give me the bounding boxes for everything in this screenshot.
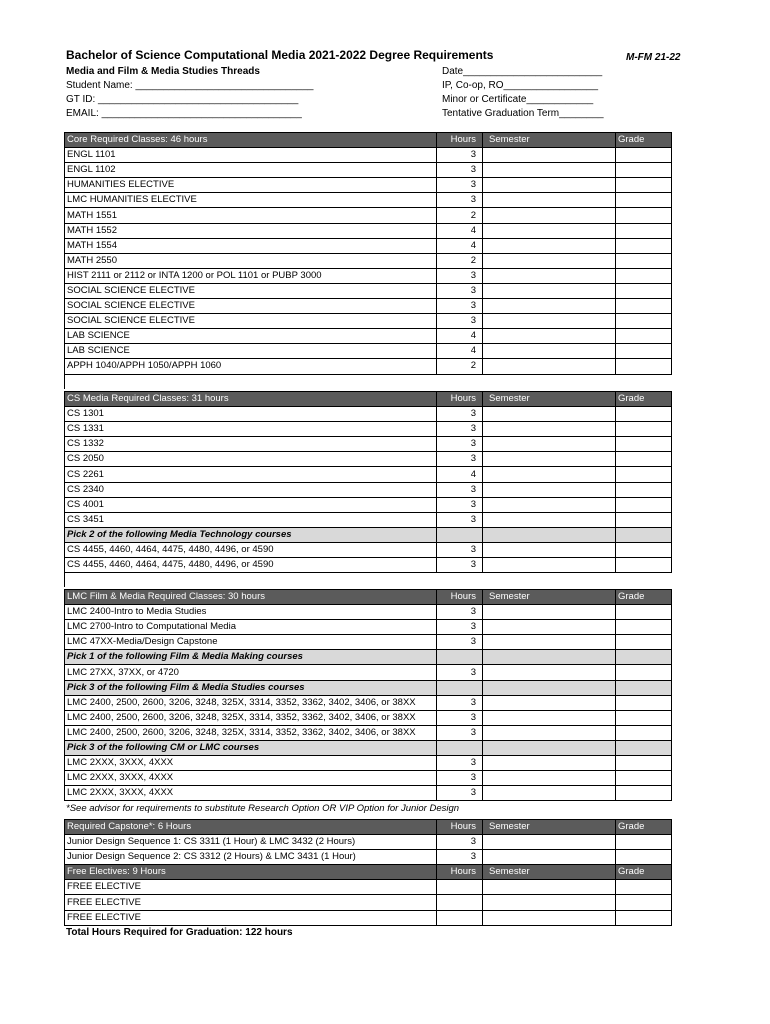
course-hours: 3 (437, 756, 483, 771)
grade-cell[interactable] (616, 329, 672, 344)
semester-cell[interactable] (483, 512, 616, 527)
course-row (65, 895, 672, 910)
course-name: Junior Design Sequence 2: CS 3312 (2 Hours) & LMC 3431 (1 Hour) (65, 850, 437, 865)
graduation-term-field[interactable]: Tentative Graduation Term________ (442, 108, 604, 119)
grade-cell[interactable] (616, 542, 672, 557)
course-name: SOCIAL SCIENCE ELECTIVE (65, 314, 437, 329)
course-row (65, 329, 672, 344)
thread-label: Media and Film & Media Studies Threads (66, 66, 260, 77)
grade-cell[interactable] (616, 208, 672, 223)
grade-cell[interactable] (616, 710, 672, 725)
free-electives-header-row (65, 865, 672, 880)
capstone-header-row (65, 820, 672, 835)
semester-cell[interactable] (483, 407, 616, 422)
course-hours: 3 (437, 163, 483, 178)
course-name: LMC 27XX, 37XX, or 4720 (65, 665, 437, 680)
course-hours: 2 (437, 208, 483, 223)
course-row (65, 695, 672, 710)
course-row (65, 467, 672, 482)
semester-cell[interactable] (483, 163, 616, 178)
course-name: CS 4455, 4460, 4464, 4475, 4480, 4496, or 4590 (65, 558, 437, 573)
semester-cell[interactable] (483, 665, 616, 680)
course-row (65, 407, 672, 422)
course-name: LMC 2XXX, 3XXX, 4XXX (65, 771, 437, 786)
semester-cell[interactable] (483, 771, 616, 786)
semester-cell[interactable] (483, 756, 616, 771)
grade-cell[interactable] (616, 344, 672, 359)
grade-cell[interactable] (616, 605, 672, 620)
course-hours: 3 (437, 422, 483, 437)
ip-coop-field[interactable]: IP, Co-op, RO_________________ (442, 80, 599, 91)
grade-cell[interactable] (616, 620, 672, 635)
course-hours: 3 (437, 512, 483, 527)
grade-cell[interactable] (616, 635, 672, 650)
course-row (65, 771, 672, 786)
hours-column-header: Hours (437, 590, 483, 605)
course-name: SOCIAL SCIENCE ELECTIVE (65, 283, 437, 298)
grade-cell[interactable] (616, 314, 672, 329)
semester-cell[interactable] (483, 605, 616, 620)
course-name: LAB SCIENCE (65, 344, 437, 359)
semester-cell[interactable] (483, 238, 616, 253)
grade-cell[interactable] (616, 835, 672, 850)
course-hours: 3 (437, 665, 483, 680)
course-hours: 4 (437, 223, 483, 238)
grade-column-header: Grade (616, 865, 672, 880)
email-field[interactable]: EMAIL: ____________________________________ (66, 108, 302, 119)
course-hours: 3 (437, 725, 483, 740)
course-name: CS 2261 (65, 467, 437, 482)
course-name: FREE ELECTIVE (65, 880, 437, 895)
semester-cell[interactable] (483, 283, 616, 298)
course-hours: 3 (437, 482, 483, 497)
semester-cell[interactable] (483, 497, 616, 512)
course-name: LMC 2XXX, 3XXX, 4XXX (65, 756, 437, 771)
course-row (65, 223, 672, 238)
grade-cell[interactable] (616, 665, 672, 680)
section-heading: Core Required Classes: 46 hours (65, 133, 437, 148)
pick-instruction: Pick 1 of the following Film & Media Making courses (65, 650, 437, 665)
hours-column-header: Hours (437, 820, 483, 835)
course-name: CS 2050 (65, 452, 437, 467)
page-title: Bachelor of Science Computational Media 2021-2022 Degree Requirements (66, 48, 494, 62)
course-name: Junior Design Sequence 1: CS 3311 (1 Hour) & LMC 3432 (2 Hours) (65, 835, 437, 850)
course-hours: 3 (437, 635, 483, 650)
section-heading: Required Capstone*: 6 Hours (65, 820, 437, 835)
lmc-header-row (65, 590, 672, 605)
semester-cell[interactable] (483, 223, 616, 238)
core-classes-table (64, 132, 672, 389)
semester-cell[interactable] (483, 558, 616, 573)
course-row (65, 193, 672, 208)
grade-cell[interactable] (616, 558, 672, 573)
course-row (65, 253, 672, 268)
course-name: SOCIAL SCIENCE ELECTIVE (65, 299, 437, 314)
course-name: LMC 2XXX, 3XXX, 4XXX (65, 786, 437, 801)
capstone-electives-table (64, 819, 672, 926)
course-hours: 3 (437, 605, 483, 620)
course-hours: 3 (437, 299, 483, 314)
course-name: ENGL 1102 (65, 163, 437, 178)
grade-column-header: Grade (616, 820, 672, 835)
course-name: FREE ELECTIVE (65, 910, 437, 925)
course-hours: 3 (437, 558, 483, 573)
course-hours: 3 (437, 148, 483, 163)
hours-column-header: Hours (437, 392, 483, 407)
grade-cell[interactable] (616, 299, 672, 314)
grade-column-header: Grade (616, 590, 672, 605)
course-hours: 4 (437, 238, 483, 253)
course-row (65, 558, 672, 573)
grade-cell[interactable] (616, 497, 672, 512)
grade-column-header: Grade (616, 133, 672, 148)
course-row (65, 910, 672, 925)
semester-cell[interactable] (483, 208, 616, 223)
student-name-field[interactable]: Student Name: ________________________________ (66, 80, 314, 91)
course-name: ENGL 1101 (65, 148, 437, 163)
course-row (65, 163, 672, 178)
grade-cell[interactable] (616, 895, 672, 910)
course-row (65, 178, 672, 193)
course-hours: 3 (437, 268, 483, 283)
pick-instruction-row (65, 527, 672, 542)
semester-cell[interactable] (483, 437, 616, 452)
course-row (65, 238, 672, 253)
course-name: LAB SCIENCE (65, 329, 437, 344)
semester-cell[interactable] (483, 620, 616, 635)
course-name: MATH 1554 (65, 238, 437, 253)
course-hours: 3 (437, 710, 483, 725)
grade-cell[interactable] (616, 193, 672, 208)
hours-column-header: Hours (437, 133, 483, 148)
course-hours: 3 (437, 283, 483, 298)
grade-cell[interactable] (616, 467, 672, 482)
course-row (65, 422, 672, 437)
semester-cell[interactable] (483, 880, 616, 895)
course-hours: 2 (437, 359, 483, 374)
course-hours: 2 (437, 253, 483, 268)
course-row (65, 835, 672, 850)
semester-column-header: Semester (483, 133, 616, 148)
semester-cell[interactable] (483, 344, 616, 359)
grade-cell[interactable] (616, 756, 672, 771)
course-row (65, 605, 672, 620)
course-name: LMC 2400, 2500, 2600, 3206, 3248, 325X, 3314, 3352, 3362, 3402, 3406, or 38XX (65, 725, 437, 740)
grade-cell[interactable] (616, 422, 672, 437)
form-code: M-FM 21-22 (626, 52, 681, 63)
course-row (65, 512, 672, 527)
lmc-film-media-classes-table (64, 589, 672, 801)
course-hours: 3 (437, 850, 483, 865)
grade-cell[interactable] (616, 253, 672, 268)
grade-cell[interactable] (616, 238, 672, 253)
course-hours: 3 (437, 620, 483, 635)
date-field[interactable]: Date_________________________ (442, 66, 603, 77)
semester-cell[interactable] (483, 895, 616, 910)
semester-cell[interactable] (483, 725, 616, 740)
pick-instruction: Pick 2 of the following Media Technology courses (65, 527, 437, 542)
course-row (65, 314, 672, 329)
course-hours: 3 (437, 497, 483, 512)
course-name: LMC HUMANITIES ELECTIVE (65, 193, 437, 208)
semester-cell[interactable] (483, 910, 616, 925)
course-name: CS 4455, 4460, 4464, 4475, 4480, 4496, or 4590 (65, 542, 437, 557)
grade-cell[interactable] (616, 163, 672, 178)
semester-cell[interactable] (483, 253, 616, 268)
semester-cell[interactable] (483, 835, 616, 850)
grade-cell[interactable] (616, 512, 672, 527)
pick-instruction-row (65, 740, 672, 755)
course-hours (437, 910, 483, 925)
course-hours: 3 (437, 452, 483, 467)
total-hours: Total Hours Required for Graduation: 122 hours (66, 927, 293, 938)
semester-cell[interactable] (483, 695, 616, 710)
course-hours: 3 (437, 178, 483, 193)
course-row (65, 756, 672, 771)
grade-cell[interactable] (616, 452, 672, 467)
grade-cell[interactable] (616, 359, 672, 374)
semester-column-header: Semester (483, 820, 616, 835)
course-name: HIST 2111 or 2112 or INTA 1200 or POL 1101 or PUBP 3000 (65, 268, 437, 283)
course-hours: 4 (437, 467, 483, 482)
course-row (65, 148, 672, 163)
pick-instruction: Pick 3 of the following CM or LMC courses (65, 740, 437, 755)
course-row (65, 665, 672, 680)
course-row (65, 850, 672, 865)
core-header-row (65, 133, 672, 148)
section-heading: CS Media Required Classes: 31 hours (65, 392, 437, 407)
course-name: FREE ELECTIVE (65, 895, 437, 910)
grade-cell[interactable] (616, 880, 672, 895)
course-name: CS 1332 (65, 437, 437, 452)
course-name: HUMANITIES ELECTIVE (65, 178, 437, 193)
semester-cell[interactable] (483, 710, 616, 725)
course-row (65, 344, 672, 359)
course-hours: 3 (437, 193, 483, 208)
grade-cell[interactable] (616, 482, 672, 497)
grade-cell[interactable] (616, 178, 672, 193)
course-hours: 3 (437, 786, 483, 801)
course-hours: 3 (437, 407, 483, 422)
course-row (65, 497, 672, 512)
grade-cell[interactable] (616, 850, 672, 865)
course-row (65, 452, 672, 467)
course-row (65, 437, 672, 452)
semester-column-header: Semester (483, 392, 616, 407)
course-name: CS 1331 (65, 422, 437, 437)
pick-instruction: Pick 3 of the following Film & Media Studies courses (65, 680, 437, 695)
semester-cell[interactable] (483, 193, 616, 208)
course-hours: 3 (437, 835, 483, 850)
course-row (65, 620, 672, 635)
course-name: LMC 2400, 2500, 2600, 3206, 3248, 325X, 3314, 3352, 3362, 3402, 3406, or 38XX (65, 710, 437, 725)
semester-cell[interactable] (483, 850, 616, 865)
cs-media-classes-table (64, 391, 672, 587)
grade-cell[interactable] (616, 695, 672, 710)
cs-header-row (65, 392, 672, 407)
course-row (65, 725, 672, 740)
grade-cell[interactable] (616, 283, 672, 298)
grade-cell[interactable] (616, 148, 672, 163)
semester-cell[interactable] (483, 178, 616, 193)
course-name: LMC 2400, 2500, 2600, 3206, 3248, 325X, 3314, 3352, 3362, 3402, 3406, or 38XX (65, 695, 437, 710)
grade-cell[interactable] (616, 910, 672, 925)
semester-cell[interactable] (483, 314, 616, 329)
course-name: APPH 1040/APPH 1050/APPH 1060 (65, 359, 437, 374)
course-row (65, 482, 672, 497)
grade-cell[interactable] (616, 771, 672, 786)
course-row (65, 283, 672, 298)
hours-column-header: Hours (437, 865, 483, 880)
section-heading: Free Electives: 9 Hours (65, 865, 437, 880)
semester-cell[interactable] (483, 482, 616, 497)
semester-cell[interactable] (483, 452, 616, 467)
advisor-note: *See advisor for requirements to substitute Research Option OR VIP Option for Junior Design (66, 803, 460, 814)
semester-cell[interactable] (483, 786, 616, 801)
grade-cell[interactable] (616, 725, 672, 740)
course-row (65, 710, 672, 725)
course-row (65, 208, 672, 223)
pick-instruction-row (65, 680, 672, 695)
grade-column-header: Grade (616, 392, 672, 407)
semester-column-header: Semester (483, 865, 616, 880)
course-hours: 3 (437, 542, 483, 557)
semester-cell[interactable] (483, 422, 616, 437)
course-hours: 3 (437, 771, 483, 786)
course-row (65, 268, 672, 283)
semester-cell[interactable] (483, 635, 616, 650)
course-name: LMC 2700-Intro to Computational Media (65, 620, 437, 635)
semester-cell[interactable] (483, 359, 616, 374)
course-hours: 3 (437, 314, 483, 329)
spacer-row (65, 573, 672, 588)
course-hours: 4 (437, 329, 483, 344)
course-row (65, 299, 672, 314)
course-row (65, 635, 672, 650)
section-heading: LMC Film & Media Required Classes: 30 hours (65, 590, 437, 605)
course-name: MATH 2550 (65, 253, 437, 268)
course-hours (437, 880, 483, 895)
course-name: LMC 47XX-Media/Design Capstone (65, 635, 437, 650)
semester-cell[interactable] (483, 542, 616, 557)
course-name: CS 3451 (65, 512, 437, 527)
course-row (65, 786, 672, 801)
course-hours (437, 895, 483, 910)
grade-cell[interactable] (616, 437, 672, 452)
semester-cell[interactable] (483, 268, 616, 283)
semester-column-header: Semester (483, 590, 616, 605)
course-name: MATH 1552 (65, 223, 437, 238)
semester-cell[interactable] (483, 467, 616, 482)
course-row (65, 359, 672, 374)
grade-cell[interactable] (616, 268, 672, 283)
course-hours: 4 (437, 344, 483, 359)
course-name: LMC 2400-Intro to Media Studies (65, 605, 437, 620)
course-name: CS 2340 (65, 482, 437, 497)
course-name: CS 1301 (65, 407, 437, 422)
spacer-row (65, 374, 672, 389)
course-name: CS 4001 (65, 497, 437, 512)
gt-id-field[interactable]: GT ID: ____________________________________ (66, 94, 299, 105)
grade-cell[interactable] (616, 223, 672, 238)
course-name: MATH 1551 (65, 208, 437, 223)
minor-certificate-field[interactable]: Minor or Certificate____________ (442, 94, 594, 105)
course-hours: 3 (437, 437, 483, 452)
semester-cell[interactable] (483, 148, 616, 163)
pick-instruction-row (65, 650, 672, 665)
grade-cell[interactable] (616, 786, 672, 801)
grade-cell[interactable] (616, 407, 672, 422)
course-hours: 3 (437, 695, 483, 710)
course-row (65, 880, 672, 895)
semester-cell[interactable] (483, 329, 616, 344)
course-row (65, 542, 672, 557)
semester-cell[interactable] (483, 299, 616, 314)
